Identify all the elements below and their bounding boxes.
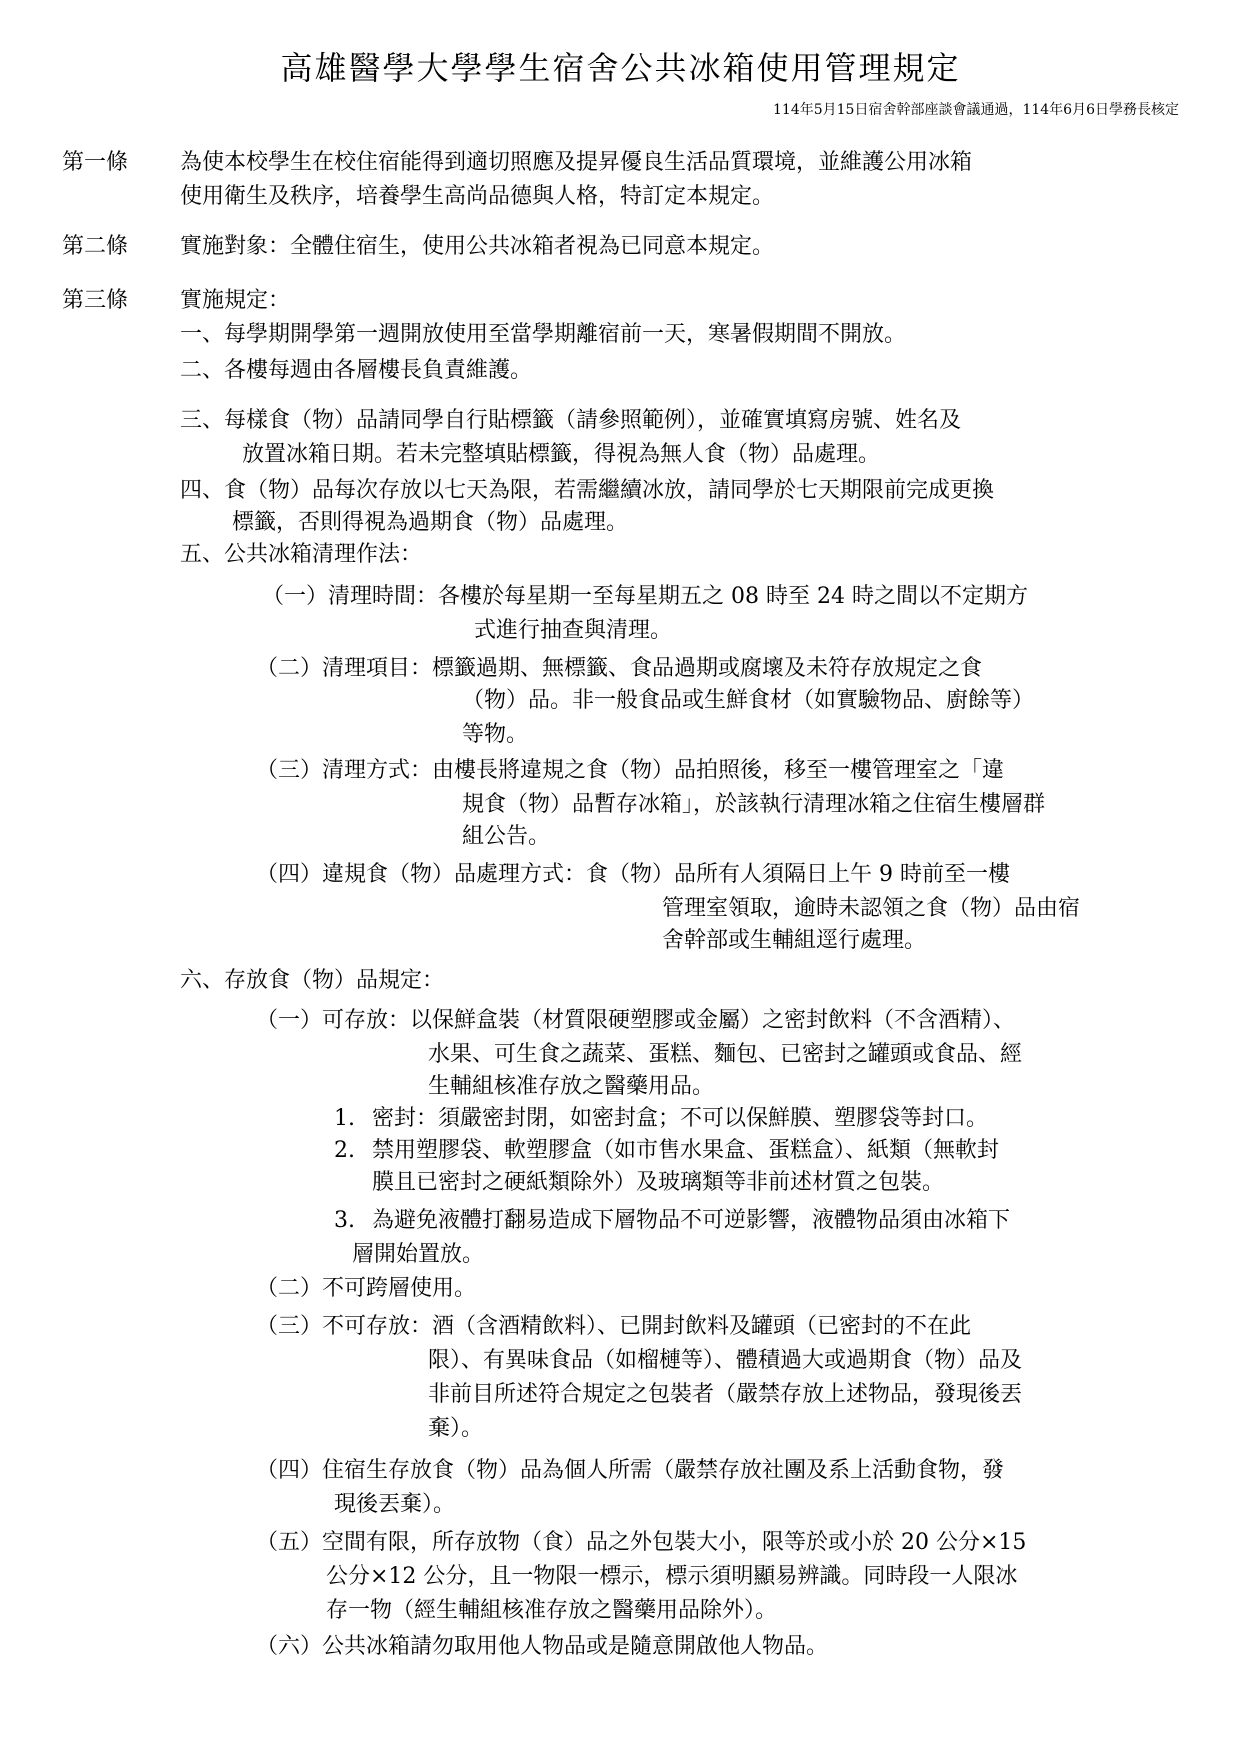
cleaning-time: （一）清理時間：各樓於每星期一至每星期五之 08 時至 24 時之間以不定期方 [262, 584, 1028, 609]
sub-rule-3-cont: 層開始置放。 [352, 1242, 485, 1267]
rule-item-3: 三、每樣食（物）品請同學自行貼標籤（請參照範例），並確實填寫房號、姓名及 [180, 408, 962, 433]
sub-number-2: 2. [334, 1138, 355, 1163]
sub-rule-2: 禁用塑膠袋、軟塑膠盒（如市售水果盒、蛋糕盒）、紙類（無軟封 [372, 1138, 1000, 1163]
cleaning-items-cont: （物）品。非一般食品或生鮮食材（如實驗物品、廚餘等） [462, 688, 1035, 713]
personal-use: （四）住宿生存放食（物）品為個人所需（嚴禁存放社團及系上活動食物，發 [256, 1458, 1005, 1483]
no-cross-layer: （二）不可跨層使用。 [256, 1276, 477, 1301]
sub-rule-3: 為避免液體打翻易造成下層物品不可逆影響，液體物品須由冰箱下 [372, 1208, 1011, 1233]
size-limit-cont: 公分×12 公分，且一物限一標示，標示須明顯易辨識。同時段一人限冰 [326, 1564, 1018, 1589]
violation-handling-cont: 管理室領取，逾時未認領之食（物）品由宿 [662, 896, 1081, 921]
allowed-storage: （一）可存放：以保鮮盒裝（材質限硬塑膠或金屬）之密封飲料（不含酒精）、 [256, 1008, 1016, 1033]
rule-item-6-heading: 六、存放食（物）品規定： [180, 968, 445, 993]
no-taking-others: （六）公共冰箱請勿取用他人物品或是隨意開啟他人物品。 [256, 1634, 829, 1659]
article-2-label: 第二條 [62, 234, 129, 259]
article-3-label: 第三條 [62, 288, 129, 313]
rule-item-4: 四、食（物）品每次存放以七天為限，若需繼續冰放，請同學於七天期限前完成更換 [180, 478, 995, 503]
cleaning-time-cont: 式進行抽查與清理。 [474, 618, 673, 643]
article-1-line: 為使本校學生在校住宿能得到適切照應及提昇優良生活品質環境，並維護公用冰箱 [180, 150, 973, 175]
sub-rule-2-cont: 膜且已密封之硬紙類除外）及玻璃類等非前述材質之包裝。 [372, 1170, 945, 1195]
cleaning-items: （二）清理項目：標籤過期、無標籤、食品過期或腐壞及未符存放規定之食 [256, 656, 983, 681]
cleaning-method-cont: 組公告。 [462, 824, 551, 849]
document-title: 高雄醫學大學學生宿舍公共冰箱使用管理規定 [280, 49, 961, 87]
cleaning-method: （三）清理方式：由樓長將違規之食（物）品拍照後，移至一樓管理室之「違 [256, 758, 1005, 783]
prohibited-storage-cont: 限）、有異味食品（如榴槤等）、體積過大或過期食（物）品及 [428, 1348, 1023, 1373]
article-1-line: 使用衛生及秩序，培養學生高尚品德與人格，特訂定本規定。 [180, 184, 775, 209]
personal-use-cont: 現後丟棄）。 [334, 1492, 456, 1517]
sub-rule-1: 密封：須嚴密封閉，如密封盒；不可以保鮮膜、塑膠袋等封口。 [372, 1106, 989, 1131]
prohibited-storage-cont: 棄）。 [428, 1416, 484, 1441]
rule-item-3-cont: 放置冰箱日期。若未完整填貼標籤，得視為無人食（物）品處理。 [242, 442, 881, 467]
cleaning-items-cont: 等物。 [462, 722, 529, 747]
sub-number-1: 1. [334, 1106, 355, 1131]
article-2-line: 實施對象：全體住宿生，使用公共冰箱者視為已同意本規定。 [180, 234, 775, 259]
approval-note: 114年5月15日宿舍幹部座談會議通過，114年6月6日學務長核定 [773, 102, 1179, 118]
violation-handling: （四）違規食（物）品處理方式：食（物）品所有人須隔日上午 9 時前至一樓 [256, 862, 1010, 887]
allowed-storage-cont: 水果、可生食之蔬菜、蛋糕、麵包、已密封之罐頭或食品、經 [428, 1042, 1023, 1067]
prohibited-storage-cont: 非前目所述符合規定之包裝者（嚴禁存放上述物品，發現後丟 [428, 1382, 1023, 1407]
article-3-intro: 實施規定： [180, 288, 291, 313]
prohibited-storage: （三）不可存放：酒（含酒精飲料）、已開封飲料及罐頭（已密封的不在此 [256, 1314, 972, 1339]
violation-handling-cont: 舍幹部或生輔組逕行處理。 [662, 928, 927, 953]
rule-item-2: 二、各樓每週由各層樓長負責維護。 [180, 358, 533, 383]
rule-item-1: 一、每學期開學第一週開放使用至當學期離宿前一天，寒暑假期間不開放。 [180, 322, 907, 347]
size-limit-cont: 存一物（經生輔組核准存放之醫藥用品除外）。 [326, 1598, 778, 1623]
article-1-label: 第一條 [62, 150, 129, 175]
allowed-storage-cont: 生輔組核准存放之醫藥用品。 [428, 1074, 715, 1099]
cleaning-method-cont: 規食（物）品暫存冰箱」，於該執行清理冰箱之住宿生樓層群 [462, 792, 1046, 817]
rule-item-5-heading: 五、公共冰箱清理作法： [180, 542, 423, 567]
sub-number-3: 3. [334, 1208, 355, 1233]
size-limit: （五）空間有限，所存放物（食）品之外包裝大小，限等於或小於 20 公分×15 [256, 1530, 1027, 1555]
rule-item-4-cont: 標籤，否則得視為過期食（物）品處理。 [232, 510, 629, 535]
